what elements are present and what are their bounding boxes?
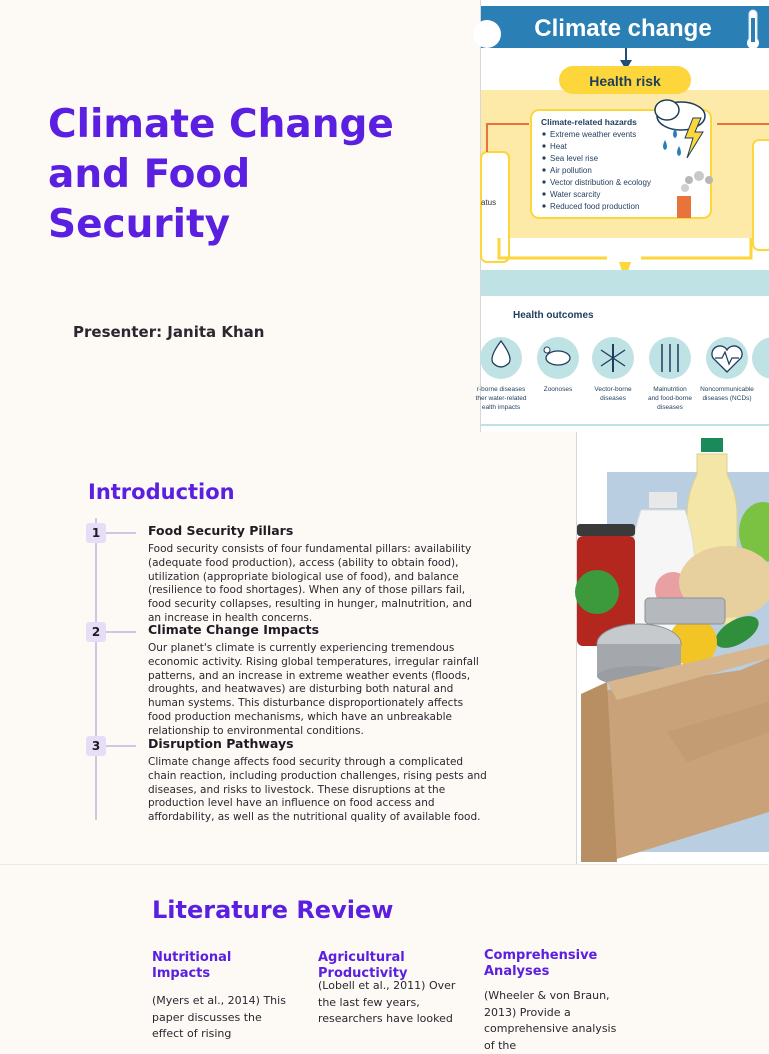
thermometer-icon xyxy=(747,10,759,49)
outcomes-band xyxy=(481,270,769,296)
health-risk-label: Health risk xyxy=(589,73,661,89)
literature-column-title: Agricultural Productivity xyxy=(318,950,408,981)
banner-text: Climate change xyxy=(534,15,712,42)
timeline-text: Climate change affects food security through a complicated chain reaction, including production challenges, rising pests and diseases, and risks to livestock. These disruptions at the production level have an influence on food access and affordability, as well as the nutritional quality of available food. xyxy=(148,756,487,824)
heart-pulse-icon xyxy=(706,337,748,379)
literature-column xyxy=(318,950,458,1028)
literature-column-text: (Myers et al., 2014) This paper discusses the effect of rising xyxy=(152,994,286,1040)
literature-column xyxy=(484,948,624,1054)
hazard-item: Vector distribution & ecology xyxy=(550,178,651,187)
wheat-icon xyxy=(649,337,691,379)
intro-heading: Introduction xyxy=(88,480,235,504)
literature-column xyxy=(152,950,292,1043)
cloud-icon xyxy=(473,20,501,48)
hazard-item: Air pollution xyxy=(550,166,592,175)
outcome-label: Malnutrition xyxy=(653,386,687,393)
timeline-title: Food Security Pillars xyxy=(148,523,294,538)
literature-column-text: (Lobell et al., 2011) Over the last few years, researchers have looked xyxy=(318,979,456,1025)
water-drop-icon xyxy=(480,337,522,379)
zoonoses-icon xyxy=(537,337,579,379)
literature-heading: Literature Review xyxy=(152,896,394,924)
slide-title: Climate Change and Food Security xyxy=(48,102,394,247)
mosquito-icon xyxy=(592,337,634,379)
timeline-connector xyxy=(106,745,136,747)
timeline-number: 1 xyxy=(86,523,106,543)
hazard-item: Sea level rise xyxy=(550,154,599,163)
literature-column-title: Comprehensive Analyses xyxy=(484,948,598,979)
presenter-name: Presenter: Janita Khan xyxy=(73,323,265,341)
timeline-text: Food security consists of four fundamental pillars: availability (adequate food production), access (ability to obtain food), utilization (appropriate biological use of food), and balance (resilience to food shortages). When any of those pillars fail, food security collapses, resulting in hunger, malnutrition, and an increase in health concerns. xyxy=(148,543,473,624)
left-fragment: atus xyxy=(481,198,497,207)
hazard-item: Heat xyxy=(550,142,567,151)
literature-column-title: Nutritional Impacts xyxy=(152,950,232,981)
outcomes-title: Health outcomes xyxy=(513,310,594,321)
timeline-title: Climate Change Impacts xyxy=(148,622,320,637)
outcome-label: diseases (NCDs) xyxy=(702,395,752,402)
outcome-label: Vector-borne xyxy=(594,386,632,393)
outcome-label: Zoonoses xyxy=(543,386,573,393)
hazard-item: Water scarcity xyxy=(550,190,601,199)
outcome-label: Noncommunicable xyxy=(700,386,754,393)
timeline-connector xyxy=(106,532,136,534)
climate-health-infographic xyxy=(475,0,769,432)
timeline-text: Our planet's climate is currently experiencing tremendous economic activity. Rising global temperatures, irregular rainfall patterns, and an increase in extreme weather events (floods, droughts, and heatwaves) are disturbing both natural and human systems. This disturbance disproportionately affects food production mechanisms, which have an unbreakable relationship to environmental conditions. xyxy=(148,642,479,737)
hazards-title: Climate-related hazards xyxy=(541,117,637,127)
timeline-line xyxy=(95,518,97,820)
outcome-label: diseases xyxy=(657,404,683,411)
outcome-label: diseases xyxy=(600,395,626,402)
slide-divider xyxy=(0,864,768,865)
outcome-label: and food-borne xyxy=(647,395,693,402)
timeline-title: Disruption Pathways xyxy=(148,736,294,751)
outcome-label: r-borne diseases xyxy=(476,386,526,393)
outcome-label: ther water-related xyxy=(475,395,527,402)
literature-column-text: (Wheeler & von Braun, 2013) Provide a comprehensive analysis of the xyxy=(484,989,617,1052)
hazard-item: Extreme weather events xyxy=(550,130,637,139)
grocery-box-photo xyxy=(576,432,769,864)
outcome-label: ealth impacts xyxy=(481,404,521,411)
timeline-connector xyxy=(106,631,136,633)
timeline-number: 2 xyxy=(86,622,106,642)
hazard-item: Reduced food production xyxy=(550,202,640,211)
timeline-number: 3 xyxy=(86,736,106,756)
